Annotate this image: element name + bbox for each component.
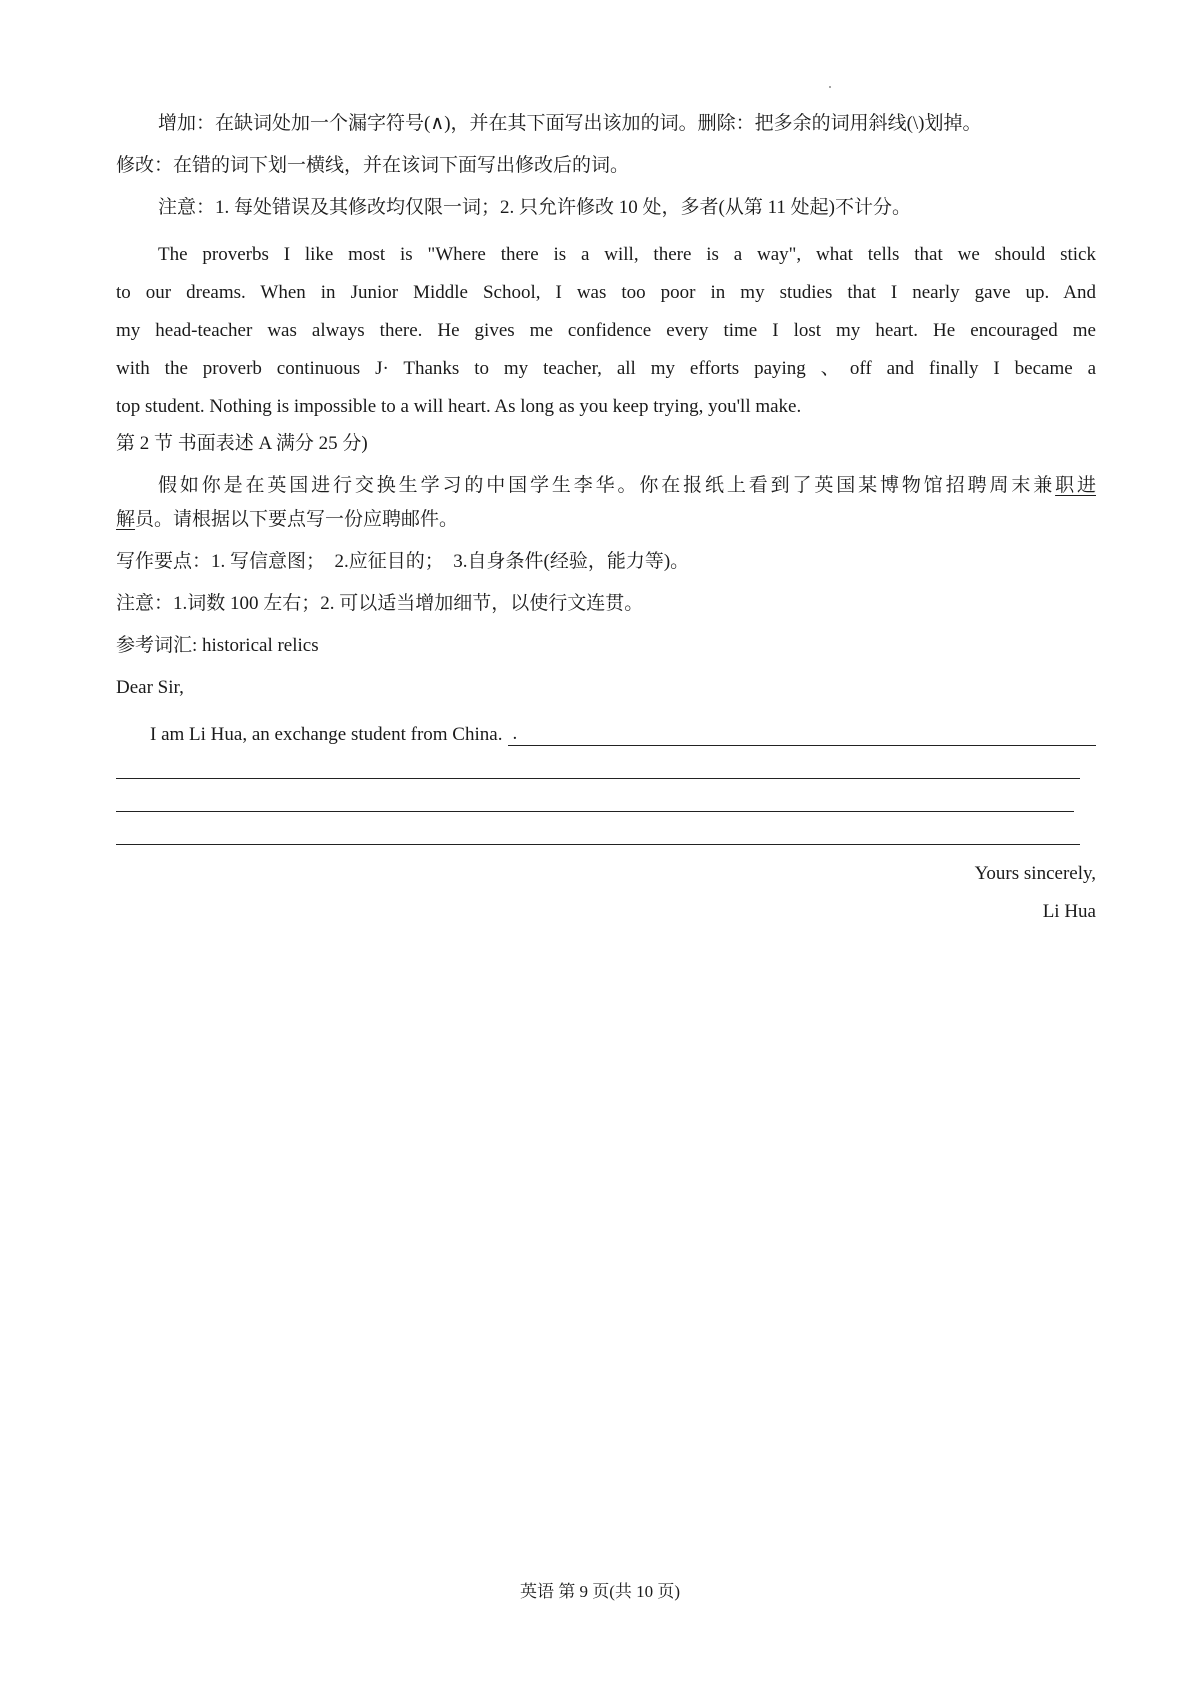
writing-prompt-underlined: 解	[116, 509, 136, 530]
writing-prompt-rest: 员。请根据以下要点写一份应聘邮件。	[135, 509, 459, 530]
passage-line: The proverbs I like most is "Where there is a will, there is a way", what tells that we should stick	[158, 244, 1096, 265]
letter-closing: Yours sincerely,	[974, 863, 1096, 884]
section-heading: 第 2 节 书面表述 A 满分 25 分)	[116, 433, 368, 454]
letter-closing-block	[116, 855, 1096, 931]
answer-blank[interactable]	[508, 723, 1096, 746]
writing-notice: 注意：1.词数 100 左右；2. 可以适当增加细节，以使行文连贯。	[116, 593, 644, 614]
error-correction-passage	[116, 236, 1096, 426]
letter-opening: I am Li Hua, an exchange student from China.	[150, 724, 503, 745]
page-footer: 英语 第 9 页(共 10 页)	[519, 1582, 681, 1601]
instruction-modify: 修改：在错的词下划一横线，并在该词下面写出修改后的词。	[116, 155, 630, 176]
passage-line: with the proverb continuous J· Thanks to my teacher, all my efforts paying 、off and finally I became a	[116, 358, 1096, 379]
blank-dot: .	[512, 723, 518, 744]
writing-prompt-line-1	[116, 472, 1096, 500]
instruction-notice: 注意：1. 每处错误及其修改均仅限一词；2. 只允许修改 10 处，多者(从第 11 处起)不计分。	[158, 197, 911, 218]
letter-first-line	[116, 716, 1096, 746]
passage-line: top student. Nothing is impossible to a will heart. As long as you keep trying, you'll make.	[116, 396, 802, 417]
letter-signature: Li Hua	[1042, 901, 1096, 922]
writing-points: 写作要点：1. 写信意图； 2.应征目的； 3.自身条件(经验，能力等)。	[116, 551, 690, 572]
scan-speck	[829, 86, 831, 88]
answer-line[interactable]	[116, 779, 1074, 812]
passage-line: my head-teacher was always there. He gives me confidence every time I lost my heart. He encouraged me	[116, 320, 1096, 341]
answer-line[interactable]	[116, 812, 1080, 845]
reference-vocabulary: 参考词汇: historical relics	[116, 635, 319, 656]
letter-salutation: Dear Sir,	[116, 677, 184, 698]
instruction-add-delete: 增加：在缺词处加一个漏字符号(∧)，并在其下面写出该加的词。删除：把多余的词用斜线(\)划掉。	[158, 113, 982, 134]
writing-prompt-text: 假如你是在英国进行交换生学习的中国学生李华。你在报纸上看到了英国某博物馆招聘周末兼	[158, 475, 1056, 496]
writing-prompt-line-2	[116, 506, 1096, 534]
passage-line: to our dreams. When in Junior Middle School, I was too poor in my studies that I nearly gave up. And	[116, 282, 1096, 303]
answer-line[interactable]	[116, 746, 1080, 779]
writing-prompt-underlined: 职进	[1055, 475, 1096, 496]
exam-page	[116, 110, 1096, 931]
